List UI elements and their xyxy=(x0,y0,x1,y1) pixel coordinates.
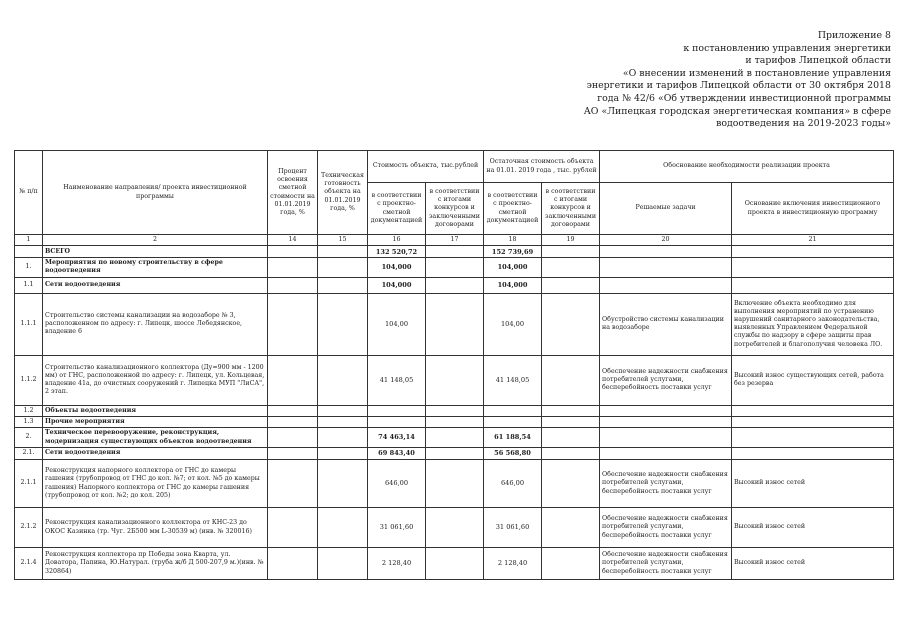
document-header xyxy=(561,30,891,131)
row-name: Реконструкция канализационного коллектора от КНС-23 до ОКОС Казинка (тр. Чуг. 2Б500 мм L-30539 м) (инв. № 320016) xyxy=(43,508,268,548)
row-basis xyxy=(732,428,894,448)
row-cost-project-doc: 104,000 xyxy=(368,258,426,277)
row-name: Мероприятия по новому строительству в сфере водоотведения xyxy=(43,258,268,277)
table-row xyxy=(15,405,894,416)
column-number: 17 xyxy=(426,235,484,246)
row-number: 1. xyxy=(15,258,43,277)
row-remaining-tender xyxy=(542,258,600,277)
row-cost-project-doc: 132 520,72 xyxy=(368,246,426,258)
row-basis: Высокий износ сетей xyxy=(732,548,894,580)
row-number: 2.1.1 xyxy=(15,460,43,508)
table-row xyxy=(15,428,894,448)
row-remaining-tender xyxy=(542,548,600,580)
row-cost-project-doc: 41 148,05 xyxy=(368,355,426,405)
row-remaining-project-doc: 152 739,69 xyxy=(484,246,542,258)
head-cost-tender: в соответствии с итогами конкурсов и заключенными договорами xyxy=(426,183,484,235)
table-row xyxy=(15,277,894,293)
head-cost-project-doc: в соответствии с проектно-сметной документацией xyxy=(368,183,426,235)
row-readiness xyxy=(318,416,368,427)
row-cost-tender xyxy=(426,355,484,405)
row-name: Техническое перевооружение, реконструкция, модернизация существующих объектов водоотведения xyxy=(43,428,268,448)
row-number: 1.1.1 xyxy=(15,293,43,355)
row-cost-project-doc: 69 843,40 xyxy=(368,448,426,460)
row-readiness xyxy=(318,355,368,405)
column-number: 2 xyxy=(43,235,268,246)
header-line: водоотведения на 2019-2023 годы» xyxy=(716,118,891,130)
row-remaining-project-doc xyxy=(484,416,542,427)
row-remaining-tender xyxy=(542,246,600,258)
row-cost-tender xyxy=(426,448,484,460)
column-number: 18 xyxy=(484,235,542,246)
table-row xyxy=(15,416,894,427)
row-basis: Высокий износ существующих сетей, работа без резерва xyxy=(732,355,894,405)
row-number: 1.3 xyxy=(15,416,43,427)
investment-table xyxy=(14,150,894,580)
head-justification-group: Обоснование необходимости реализации проекта xyxy=(600,151,894,183)
header-line: АО «Липецкая городская энергетическая компания» в сфере xyxy=(583,105,891,117)
row-percent xyxy=(268,355,318,405)
row-basis: Высокий износ сетей xyxy=(732,460,894,508)
row-cost-tender xyxy=(426,258,484,277)
row-number: 1.2 xyxy=(15,405,43,416)
row-name: Объекты водоотведения xyxy=(43,405,268,416)
column-number: 1 xyxy=(15,235,43,246)
row-cost-tender xyxy=(426,416,484,427)
head-no: № п/п xyxy=(15,151,43,235)
row-remaining-project-doc xyxy=(484,405,542,416)
row-cost-project-doc: 2 128,40 xyxy=(368,548,426,580)
row-number: 2.1.4 xyxy=(15,548,43,580)
row-readiness xyxy=(318,548,368,580)
row-percent xyxy=(268,405,318,416)
row-remaining-tender xyxy=(542,277,600,293)
row-remaining-project-doc: 31 061,60 xyxy=(484,508,542,548)
head-percent: Процент освоения сметной стоимости на 01.01.2019 года, % xyxy=(268,151,318,235)
row-readiness xyxy=(318,460,368,508)
row-percent xyxy=(268,448,318,460)
row-readiness xyxy=(318,277,368,293)
head-name: Наименование направления/ проекта инвестиционной программы xyxy=(43,151,268,235)
row-remaining-tender xyxy=(542,428,600,448)
row-remaining-project-doc: 61 188,54 xyxy=(484,428,542,448)
row-task xyxy=(600,428,732,448)
head-task: Решаемые задачи xyxy=(600,183,732,235)
row-basis: Высокий износ сетей xyxy=(732,508,894,548)
row-cost-project-doc: 104,000 xyxy=(368,277,426,293)
row-readiness xyxy=(318,258,368,277)
row-basis xyxy=(732,416,894,427)
row-percent xyxy=(268,258,318,277)
row-cost-project-doc: 104,00 xyxy=(368,293,426,355)
row-readiness xyxy=(318,428,368,448)
row-remaining-tender xyxy=(542,355,600,405)
head-remaining-group: Остаточная стоимость объекта на 01.01. 2019 года , тыс. рублей xyxy=(484,151,600,183)
row-percent xyxy=(268,460,318,508)
row-remaining-project-doc: 104,00 xyxy=(484,293,542,355)
row-name: Строительство системы канализации на водозаборе № 3, расположенном по адресу: г. Липецк, шоссе Лебедянское, владение 6 xyxy=(43,293,268,355)
table-head xyxy=(15,151,894,246)
header-line: Приложение 8 xyxy=(817,30,891,41)
row-cost-tender xyxy=(426,460,484,508)
header-line: к постановлению управления энергетики xyxy=(683,42,891,54)
column-number: 15 xyxy=(318,235,368,246)
row-number: 1.1.2 xyxy=(15,355,43,405)
row-remaining-tender xyxy=(542,448,600,460)
column-number: 19 xyxy=(542,235,600,246)
head-basis: Основание включения инвестиционного проекта в инвестиционную программу xyxy=(732,183,894,235)
row-readiness xyxy=(318,508,368,548)
row-basis xyxy=(732,277,894,293)
table-row xyxy=(15,355,894,405)
row-remaining-project-doc: 56 568,80 xyxy=(484,448,542,460)
row-name: Реконструкция коллектора пр Победы зона Кварта, ул. Доватора, Папина, Ю.Натурал. (труба ж/б Д 500-207,9 м.)(инв. № 320864) xyxy=(43,548,268,580)
row-remaining-project-doc: 646,00 xyxy=(484,460,542,508)
row-remaining-project-doc: 2 128,40 xyxy=(484,548,542,580)
column-number: 21 xyxy=(732,235,894,246)
row-task xyxy=(600,277,732,293)
row-task xyxy=(600,405,732,416)
table-row xyxy=(15,448,894,460)
head-cost-group: Стоимость объекта, тыс.рублей xyxy=(368,151,484,183)
row-basis: Включение объекта необходимо для выполнения мероприятий по устранению нарушений санитарного законодательства, выявленных Управлением Федеральной службы по надзору в сфере защиты прав потребителей и благополучия человека ЛО. xyxy=(732,293,894,355)
row-percent xyxy=(268,508,318,548)
table-row xyxy=(15,246,894,258)
row-percent xyxy=(268,277,318,293)
row-number: 2.1.2 xyxy=(15,508,43,548)
row-cost-tender xyxy=(426,548,484,580)
row-basis xyxy=(732,258,894,277)
row-task xyxy=(600,258,732,277)
head-readiness: Техническая готовность объекта на 01.01.2019 года, % xyxy=(318,151,368,235)
table-body xyxy=(15,246,894,580)
row-cost-project-doc: 74 463,14 xyxy=(368,428,426,448)
row-task: Обеспечение надежности снабжения потребителей услугами, бесперебойность поставки услуг xyxy=(600,548,732,580)
row-task: Обеспечение надежности снабжения потребителей услугами, бесперебойность поставки услуг xyxy=(600,460,732,508)
row-remaining-tender xyxy=(542,508,600,548)
row-name: Сети водоотведения xyxy=(43,448,268,460)
row-task xyxy=(600,416,732,427)
row-remaining-project-doc: 41 148,05 xyxy=(484,355,542,405)
row-name: Строительство канализационного коллектора (Ду=900 мм - 1200 мм) от ГНС, расположенной по адресу: г. Липецк, ул. Кольцевая, владение 41а, до очистных сооружений г. Липецка МУП "ЛиСА", 2 этап. xyxy=(43,355,268,405)
row-remaining-project-doc: 104,000 xyxy=(484,277,542,293)
row-number: 2. xyxy=(15,428,43,448)
row-remaining-project-doc: 104,000 xyxy=(484,258,542,277)
row-readiness xyxy=(318,448,368,460)
row-cost-project-doc xyxy=(368,416,426,427)
row-readiness xyxy=(318,293,368,355)
row-name: Реконструкция напорного коллектора от ГНС до камеры гашения (трубопровод от ГНС до кол. №7; от кол. №5 до камеры гашения) Напорного коллектора от ГНС до камеры гашения (трубопровод от кол. №2; до кол. 205) xyxy=(43,460,268,508)
table-row xyxy=(15,293,894,355)
column-number: 20 xyxy=(600,235,732,246)
row-cost-tender xyxy=(426,405,484,416)
row-cost-tender xyxy=(426,428,484,448)
row-number: 1.1 xyxy=(15,277,43,293)
row-task xyxy=(600,246,732,258)
header-line: «О внесении изменений в постановление управления xyxy=(622,67,891,79)
table-row xyxy=(15,508,894,548)
row-basis xyxy=(732,246,894,258)
row-basis xyxy=(732,448,894,460)
row-task: Обеспечение надежности снабжения потребителей услугами, бесперебойность поставки услуг xyxy=(600,355,732,405)
header-line: и тарифов Липецкой области xyxy=(745,55,891,67)
row-percent xyxy=(268,416,318,427)
row-name: Сети водоотведения xyxy=(43,277,268,293)
row-basis xyxy=(732,405,894,416)
row-name: Прочие мероприятия xyxy=(43,416,268,427)
row-percent xyxy=(268,548,318,580)
row-cost-project-doc xyxy=(368,405,426,416)
header-line: энергетики и тарифов Липецкой области от 30 октября 2018 xyxy=(586,80,891,92)
column-number: 16 xyxy=(368,235,426,246)
row-cost-tender xyxy=(426,277,484,293)
row-remaining-tender xyxy=(542,416,600,427)
row-name: ВСЕГО xyxy=(43,246,268,258)
row-readiness xyxy=(318,246,368,258)
column-number: 14 xyxy=(268,235,318,246)
row-cost-tender xyxy=(426,508,484,548)
row-task: Обустройство системы канализации на водозаборе xyxy=(600,293,732,355)
table-row xyxy=(15,548,894,580)
head-remaining-tender: в соответствии с итогами конкурсов и заключенными договорами xyxy=(542,183,600,235)
row-number xyxy=(15,246,43,258)
row-percent xyxy=(268,428,318,448)
row-cost-project-doc: 646,00 xyxy=(368,460,426,508)
row-task: Обеспечение надежности снабжения потребителей услугами, бесперебойность поставки услуг xyxy=(600,508,732,548)
row-remaining-tender xyxy=(542,460,600,508)
row-percent xyxy=(268,246,318,258)
table-row xyxy=(15,258,894,277)
row-cost-tender xyxy=(426,246,484,258)
row-cost-project-doc: 31 061,60 xyxy=(368,508,426,548)
row-percent xyxy=(268,293,318,355)
row-number: 2.1. xyxy=(15,448,43,460)
row-remaining-tender xyxy=(542,293,600,355)
head-remaining-project-doc: в соответствии с проектно-сметной документацией xyxy=(484,183,542,235)
row-task xyxy=(600,448,732,460)
table-row xyxy=(15,460,894,508)
row-remaining-tender xyxy=(542,405,600,416)
header-line: года № 42/6 «Об утверждении инвестиционной программы xyxy=(597,92,891,104)
row-cost-tender xyxy=(426,293,484,355)
row-readiness xyxy=(318,405,368,416)
